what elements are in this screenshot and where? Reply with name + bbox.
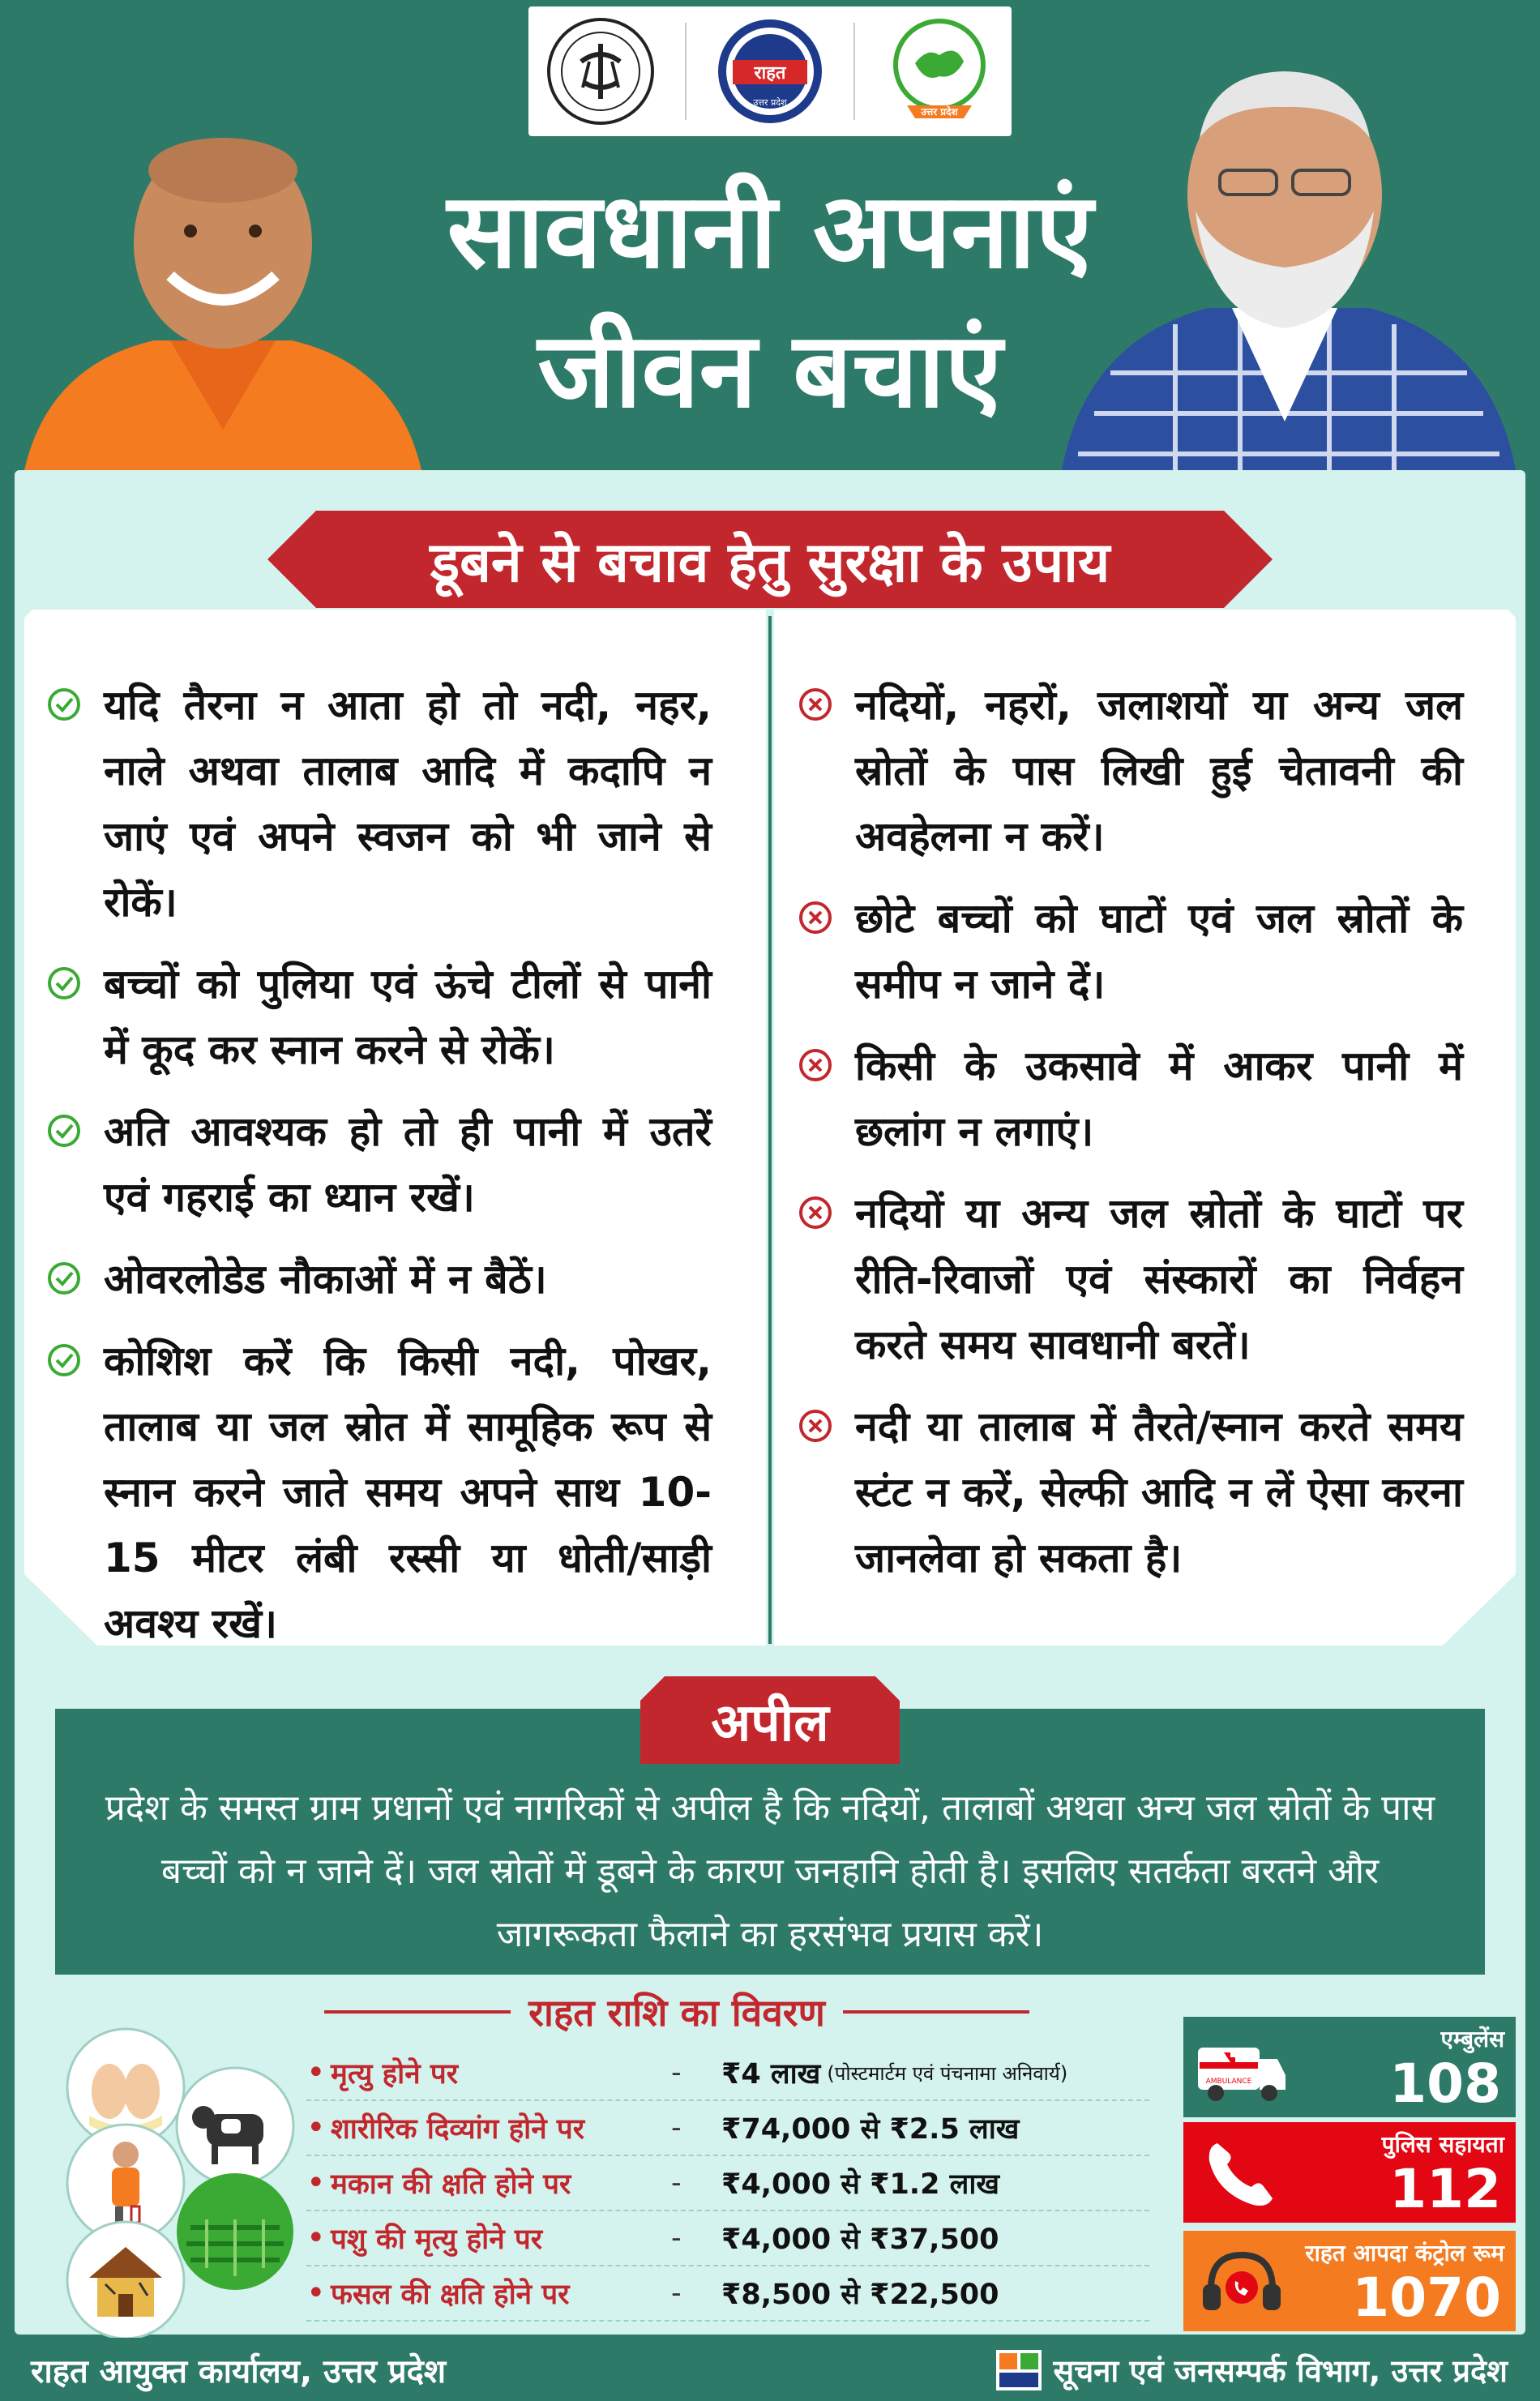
rahat-title: राहत — [754, 63, 786, 83]
police-number: 112 — [1389, 2158, 1501, 2220]
ambulance-icon — [1193, 2027, 1290, 2108]
card-divider — [768, 616, 772, 1644]
relief-rule-left — [324, 2010, 511, 2014]
dont-text: नदी या तालाब में तैरते/स्नान करते समय स्टंट न करें, सेल्फी आदि न लें ऐसा करना जानलेवा हो सकता है। — [855, 1403, 1463, 1581]
relief-value: ₹4,000 से ₹37,500 — [721, 2223, 999, 2256]
row-bullet: • — [306, 2275, 326, 2312]
relief-row — [306, 2046, 1149, 2101]
do-text: कोशिश करें कि किसी नदी, पोखर, तालाब या जल स्रोत में सामूहिक रूप से स्नान करने जाते समय अपने साथ 10-15 मीटर लंबी रस्सी या धोती/साड़ी अवश्य रखें। — [104, 1337, 712, 1647]
relief-title: राहत राशि का विवरण — [528, 1991, 825, 2035]
check-circle-icon — [47, 966, 81, 1000]
logo-separator — [853, 23, 855, 120]
do-text: अति आवश्यक हो तो ही पानी में उतरें एवं गहराई का ध्यान रखें। — [104, 1108, 712, 1221]
dont-item — [798, 886, 1463, 1017]
banner-title: डूबने से बचाव हेतु सुरक्षा के उपाय — [430, 530, 1110, 595]
dont-text: छोटे बच्चों को घाटों एवं जल स्रोतों के समीप न जाने दें। — [855, 895, 1463, 1008]
check-circle-icon — [47, 1261, 81, 1295]
rahat-sub: उत्तर प्रदेश — [753, 97, 787, 108]
appeal-text: प्रदेश के समस्त ग्राम प्रधानों एवं नागरिकों से अपील है कि नदियों, तालाबों अथवा अन्य जल स्रोतों के पास बच्चों को न जाने दें। जल स्रोतों में डूबने के कारण जनहानि होती है। इसलिए सतर्कता बरतने और जागरूकता फैलाने का हरसंभव प्रयास करें। — [105, 1787, 1435, 1955]
do-item — [47, 673, 712, 935]
do-text: बच्चों को पुलिया एवं ऊंचे टीलों से पानी में कूद कर स्नान करने से रोकें। — [104, 961, 712, 1073]
crop-field-icon — [174, 2171, 296, 2292]
sdma-label: उत्तर प्रदेश — [921, 106, 958, 118]
headline-line1: सावधानी अपनाएं — [447, 171, 1093, 292]
footer-right — [996, 2349, 1508, 2391]
ambulance-label: एम्बुलेंस — [1440, 2026, 1504, 2052]
relief-row — [306, 2266, 1149, 2322]
cattle-icon — [174, 2065, 296, 2187]
row-bullet: • — [306, 2054, 326, 2091]
logo-separator — [685, 23, 687, 120]
footer-left-text: राहत आयुक्त कार्यालय, उत्तर प्रदेश — [31, 2353, 447, 2390]
relief-note: (पोस्टमार्टम एवं पंचनामा अनिवार्य) — [827, 2061, 1068, 2085]
dont-item — [798, 1394, 1463, 1591]
do-item — [47, 1099, 712, 1230]
police-helpline[interactable] — [1183, 2122, 1516, 2223]
dont-item — [798, 673, 1463, 870]
rahat-logo — [709, 11, 831, 132]
sdma-logo — [879, 11, 1000, 132]
relief-label: मकान की क्षति होने पर — [331, 2168, 571, 2201]
dont-item — [798, 1181, 1463, 1378]
cross-circle-icon — [798, 1409, 832, 1443]
relief-row — [306, 2211, 1149, 2266]
row-bullet: • — [306, 2109, 326, 2146]
dont-item — [798, 1034, 1463, 1165]
relief-heading — [324, 1988, 1029, 2036]
dont-text: नदियों, नहरों, जलाशयों या अन्य जल स्रोतों के पास लिखी हुई चेतावनी की अवहेलना न करें। — [855, 682, 1463, 860]
row-bullet: • — [306, 2164, 326, 2202]
relief-value: ₹74,000 से ₹2.5 लाख — [721, 2112, 1020, 2146]
relief-row — [306, 2101, 1149, 2156]
info-dept-logo — [996, 2350, 1042, 2390]
appeal-title: अपील — [711, 1693, 829, 1753]
headline-line2: जीवन बचाएं — [537, 310, 1003, 431]
row-dash: - — [671, 2112, 682, 2144]
relief-value: ₹8,500 से ₹22,500 — [721, 2278, 999, 2311]
cross-circle-icon — [798, 687, 832, 721]
ambulance-helpline[interactable] — [1183, 2017, 1516, 2117]
row-dash: - — [671, 2277, 682, 2309]
footer-right-text: सूचना एवं जनसम्पर्क विभाग, उत्तर प्रदेश — [1053, 2353, 1508, 2389]
headline — [340, 162, 1200, 441]
row-dash: - — [671, 2056, 682, 2089]
headset-icon — [1193, 2241, 1290, 2322]
do-text: ओवरलोडेड नौकाओं में न बैठें। — [104, 1256, 547, 1303]
up-govt-emblem — [540, 11, 661, 132]
damaged-house-icon — [65, 2219, 186, 2341]
check-circle-icon — [47, 687, 81, 721]
ambulance-tag: AMBULANCE — [1205, 2078, 1252, 2086]
ambulance-number: 108 — [1389, 2052, 1501, 2115]
donts-list — [798, 673, 1463, 1607]
cross-circle-icon — [798, 1196, 832, 1230]
check-circle-icon — [47, 1114, 81, 1148]
check-circle-icon — [47, 1343, 81, 1377]
row-bullet: • — [306, 2219, 326, 2257]
relief-label: पशु की मृत्यु होने पर — [331, 2223, 543, 2256]
relief-table — [306, 2046, 1149, 2322]
do-text: यदि तैरना न आता हो तो नदी, नहर, नाले अथवा तालाब आदि में कदापि न जाएं एवं अपने स्वजन को भी जाने से रोकें। — [104, 682, 712, 926]
logo-strip — [528, 6, 1012, 136]
relief-row — [306, 2156, 1149, 2211]
relief-rule-right — [843, 2010, 1029, 2014]
row-dash: - — [671, 2222, 682, 2254]
do-item — [47, 952, 712, 1083]
do-item — [47, 1247, 712, 1312]
dont-text: किसी के उकसावे में आकर पानी में छलांग न लगाएं। — [855, 1042, 1463, 1155]
control-room-helpline[interactable] — [1183, 2231, 1516, 2331]
do-item — [47, 1329, 712, 1657]
police-label: पुलिस सहायता — [1381, 2131, 1504, 2158]
relief-label: मृत्यु होने पर — [331, 2057, 459, 2091]
relief-value: ₹4 लाख — [721, 2057, 821, 2091]
phone-icon — [1193, 2132, 1290, 2213]
cross-circle-icon — [798, 1048, 832, 1082]
relief-value: ₹4,000 से ₹1.2 लाख — [721, 2168, 1000, 2201]
row-dash: - — [671, 2167, 682, 2199]
control-room-number: 1070 — [1352, 2266, 1501, 2329]
relief-label: फसल की क्षति होने पर — [331, 2278, 570, 2311]
control-room-label: राहत आपदा कंट्रोल रूम — [1305, 2240, 1504, 2266]
cross-circle-icon — [798, 901, 832, 935]
dos-list — [47, 673, 712, 1673]
dont-text: नदियों या अन्य जल स्रोतों के घाटों पर रीति-रिवाजों एवं संस्कारों का निर्वहन करते समय सावधानी बरतें। — [855, 1190, 1463, 1368]
relief-label: शारीरिक दिव्यांग होने पर — [331, 2112, 585, 2146]
